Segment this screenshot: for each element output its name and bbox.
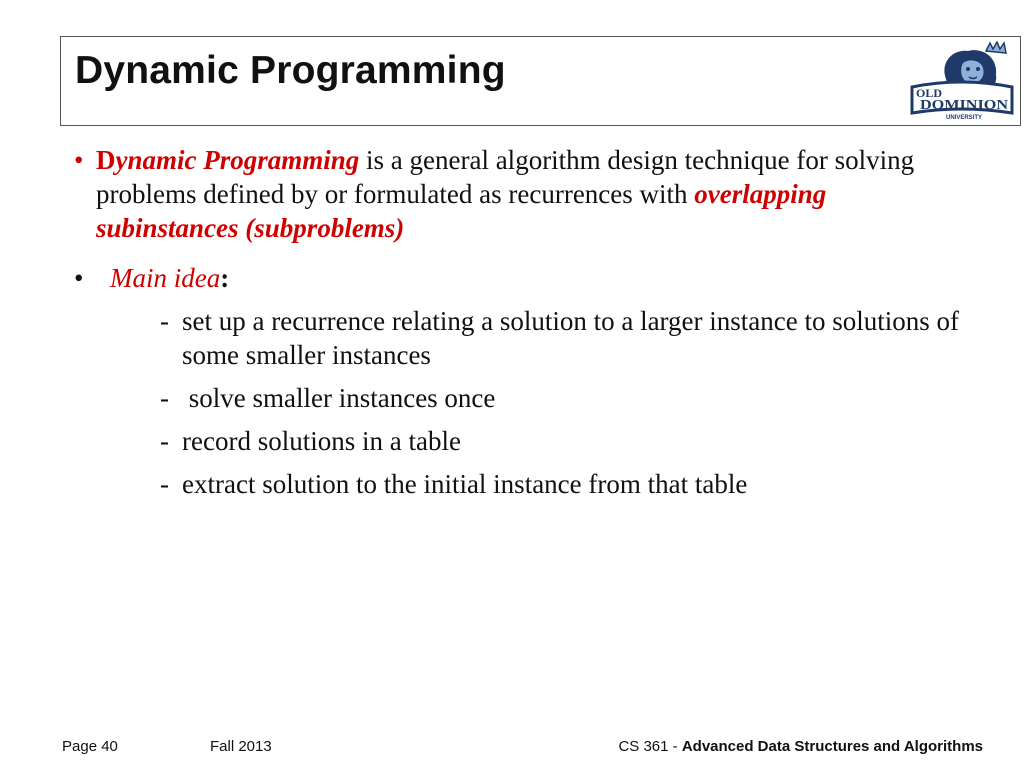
- sub-item-dash: -: [160, 426, 169, 456]
- footer-course-title: Advanced Data Structures and Algorithms: [681, 738, 983, 755]
- main-idea-label: Main idea: [110, 263, 221, 293]
- bullet-dot: •: [74, 263, 84, 293]
- footer-course: [618, 738, 983, 755]
- old-dominion-logo-icon: [906, 41, 1016, 123]
- slide-body: [74, 143, 974, 501]
- sub-item-solve: [160, 381, 974, 415]
- sub-item-dash: -: [160, 383, 169, 413]
- sub-item-text: extract solution to the initial instance from that table: [182, 469, 748, 499]
- term-dynamic-programming: ynamic Programming: [115, 145, 360, 175]
- crown-shape: [986, 42, 1006, 53]
- bullet-main-idea: [74, 261, 974, 295]
- lion-face: [960, 60, 984, 84]
- footer-course-prefix: CS 361 -: [618, 738, 682, 755]
- footer-term: Fall 2013: [210, 738, 272, 755]
- sub-item-extract: [160, 467, 974, 501]
- sub-item-record: [160, 424, 974, 458]
- logo-text-line2: DOMINION: [920, 98, 1008, 113]
- term-lead-letter: D: [96, 145, 116, 175]
- logo-text-line1: OLD: [916, 86, 943, 100]
- slide-title: Dynamic Programming: [75, 49, 506, 92]
- sub-item-text: set up a recurrence relating a solution to a larger instance to solutions of some smaller instances: [182, 306, 960, 370]
- overlapping-subinstances: overlapping subinstances (subproblems): [96, 179, 827, 243]
- footer-page-number: Page 40: [62, 738, 118, 755]
- sub-item-text: solve smaller instances once: [182, 383, 496, 413]
- title-box: [60, 36, 1021, 126]
- bullet-dot: •: [74, 145, 84, 175]
- definition-text: is a general algorithm design technique for solving problems defined by or formulated as recurrences with: [96, 145, 915, 209]
- logo-text-line3: UNIVERSITY: [946, 115, 983, 121]
- sub-item-text: record solutions in a table: [182, 426, 461, 456]
- bullet-definition: [74, 143, 974, 245]
- sub-item-dash: -: [160, 469, 169, 499]
- sub-item-dash: -: [160, 306, 169, 336]
- main-idea-colon: :: [220, 263, 230, 293]
- sub-item-recurrence: [160, 304, 974, 372]
